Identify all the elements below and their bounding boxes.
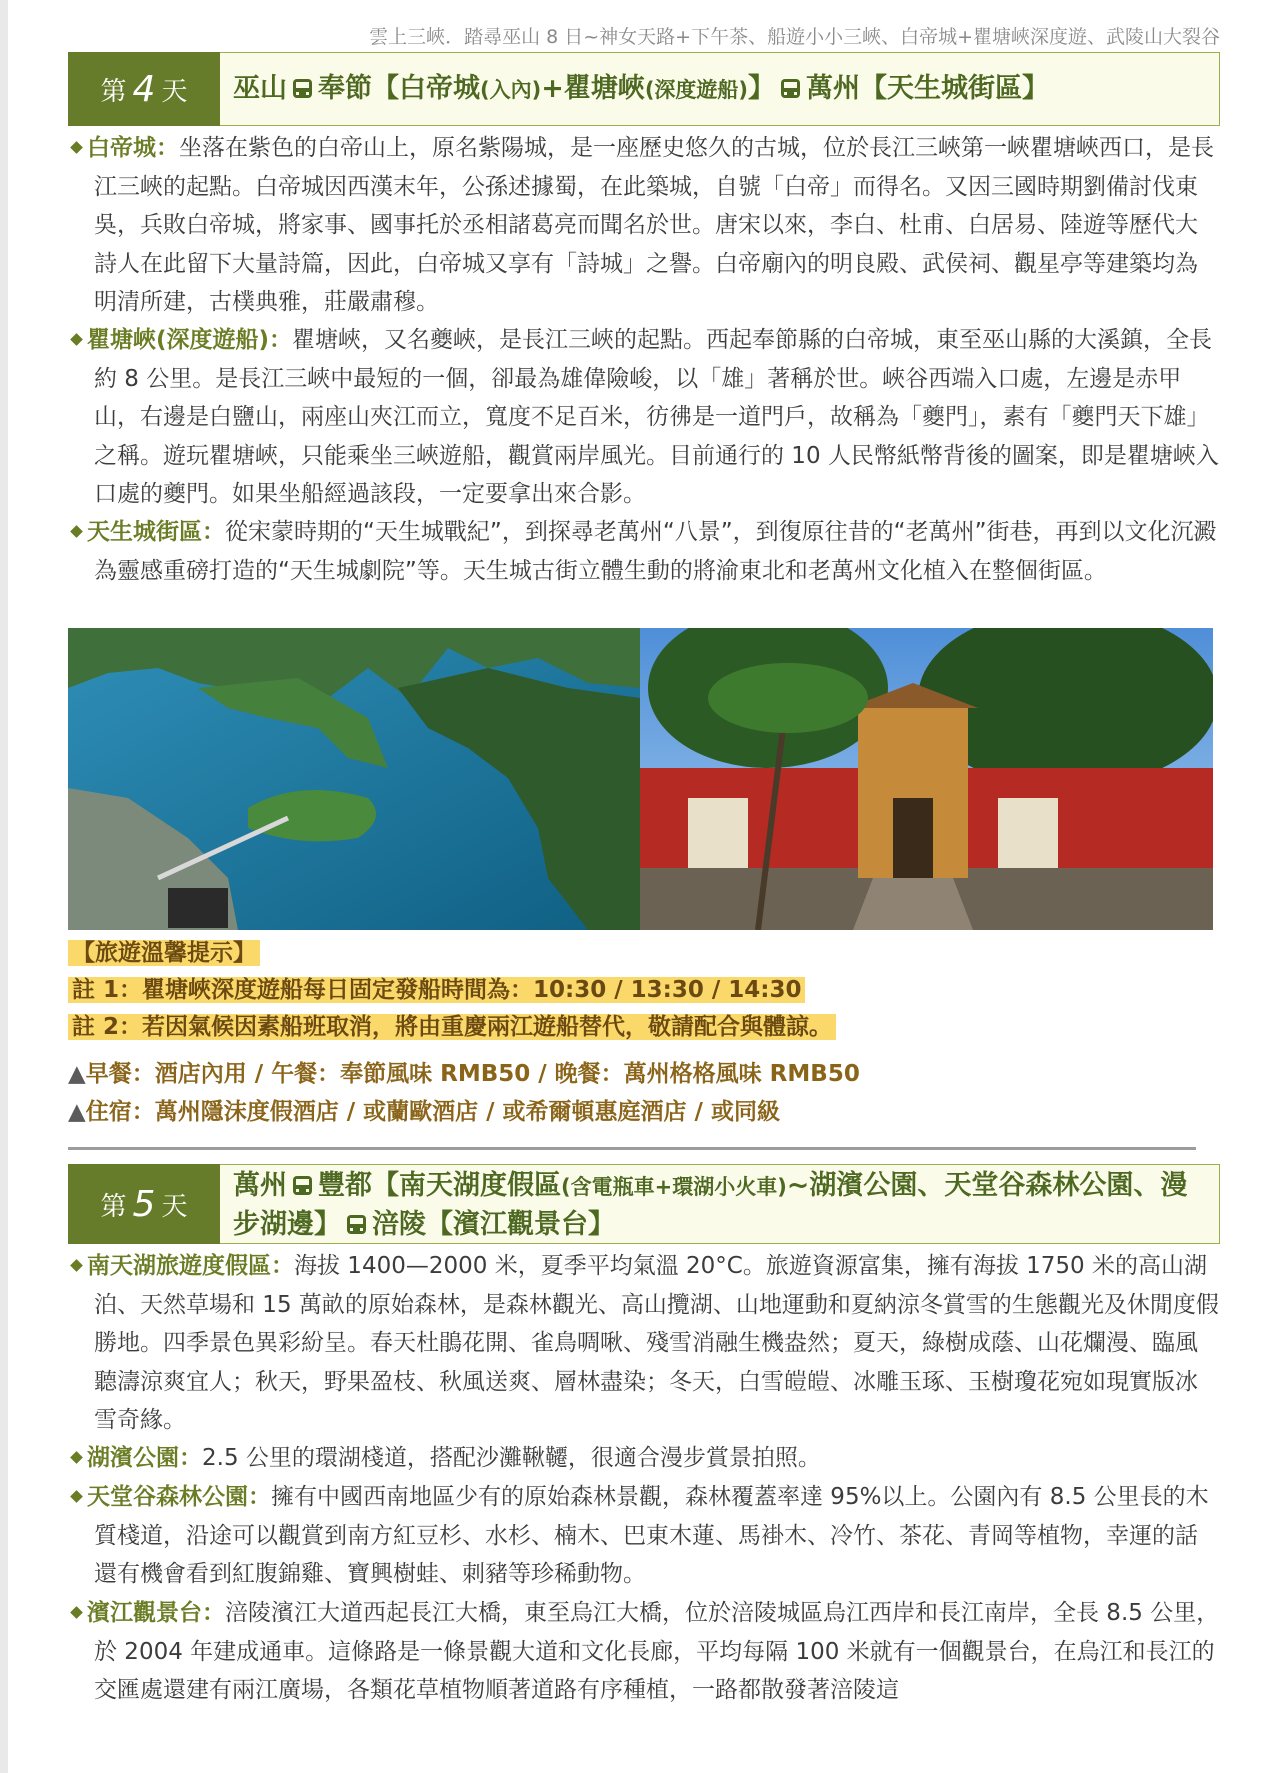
bus-icon [781,79,800,98]
item-text: 涪陵濱江大道西起長江大橋，東至烏江大橋，位於涪陵城區烏江西岸和長江南岸，全長 8.5 公里，於 2004 年建成通車。這條路是一條景觀大道和文化長廊，平均每隔 100 米就有一個觀景台，在烏江和長江的交匯處還建有兩江廣場，各類花草植物順著道路有序種植，一路都散發著涪陵這 [94,1600,1220,1703]
item-heading: 湖濱公園： [68,1445,202,1471]
day5-title-c: ~湖濱公園、天堂谷森林公園、漫步湖邊】 [233,1170,1188,1240]
section-divider [68,1147,1196,1150]
day4-prefix: 第 [100,76,127,107]
day4-item-qutangxia [68,321,1220,514]
item-heading: 白帝城： [68,135,179,161]
day4-title-e: 萬州【天生城街區】 [806,73,1050,104]
item-text: 從宋蒙時期的“天生城戰紀”，到探尋老萬州“八景”，到復原往昔的“老萬州”街巷，再到以文化沉澱為靈感重磅打造的“天生城劇院”等。天生城古街立體生動的將渝東北和老萬州文化植入在整個街區。 [94,519,1217,584]
day4-badge [68,52,220,126]
day5-item-hubin-park [68,1439,1220,1478]
day4-tips [68,935,836,1046]
item-text: 海拔 1400—2000 米，夏季平均氣溫 20°C。旅遊資源富集，擁有海拔 1750 米的高山湖泊、天然草場和 15 萬畝的原始森林，是森林觀光、高山攬湖、山地運動和夏納涼冬賞雪的生態觀光及休閒度假勝地。四季景色異彩紛呈。春天杜鵑花開、雀鳥啁啾、殘雪消融生機盎然；夏天，綠樹成蔭、山花爛漫、臨風聽濤涼爽宜人；秋天，野果盈枝、秋風送爽、層林盡染；冬天，白雪皚皚、冰雕玉琢、玉樹瓊花宛如現實版冰雪奇緣。 [94,1253,1219,1433]
day5-title [233,1167,1209,1244]
day4-title-c-small: (深度遊船) [644,78,749,102]
day5-badge [68,1164,220,1244]
day4-title [233,70,1209,109]
day5-header [68,1164,1220,1244]
diamond-bullet-icon [70,525,83,538]
bus-icon [293,1176,312,1195]
bus-icon [347,1215,366,1234]
day4-suffix: 天 [161,76,188,107]
day4-item-baidicheng [68,129,1220,322]
diamond-bullet-icon [70,333,83,346]
day4-title-b-small: (入內) [480,78,542,102]
triangle-bullet-icon: ▲ [68,1099,86,1125]
day4-number: 4 [132,68,156,110]
day4-item-tianshengcheng [68,513,1220,590]
diamond-bullet-icon [70,1451,83,1464]
item-heading: 瞿塘峽(深度遊船)： [68,327,292,353]
day4-photos [68,628,1213,930]
day5-title-b-small: (含電瓶車+環湖小火車) [561,1175,787,1199]
bus-icon [293,79,312,98]
day5-item-nantianhu [68,1247,1220,1440]
item-heading: 南天湖旅遊度假區： [68,1253,294,1279]
day4-title-d: 】 [748,73,776,104]
diamond-bullet-icon [70,141,83,154]
diamond-bullet-icon [70,1259,83,1272]
tips-note-1: 註 1：瞿塘峽深度遊船每日固定發船時間為：10:30 / 13:30 / 14:30 [68,977,805,1003]
day4-title-a: 巫山 [233,73,287,104]
day5-item-binjiang [68,1594,1220,1710]
day4-title-c: +瞿塘峽 [541,73,645,104]
item-heading: 濱江觀景台： [68,1600,225,1626]
item-text: 2.5 公里的環湖棧道，搭配沙灘鞦韆，很適合漫步賞景拍照。 [202,1445,821,1471]
item-text: 擁有中國西南地區少有的原始森林景觀，森林覆蓋率達 95%以上。公園內有 8.5 公里長的木質棧道，沿途可以觀賞到南方紅豆杉、水杉、楠木、巴東木蓮、馬褂木、冷竹、茶花、青岡等植物，幸運的話還有機會看到紅腹錦雞、寶興樹蛙、刺豬等珍稀動物。 [94,1484,1209,1587]
day5-prefix: 第 [100,1191,127,1222]
day5-number: 5 [132,1183,156,1225]
triangle-bullet-icon: ▲ [68,1061,86,1087]
day4-meals: ▲早餐：酒店內用 / 午餐：奉節風味 RMB50 / 晚餐：萬州格格風味 RMB50 [68,1061,860,1087]
day5-suffix: 天 [161,1191,188,1222]
diamond-bullet-icon [70,1490,83,1503]
diamond-bullet-icon [70,1606,83,1619]
day5-title-b: 豐都【南天湖度假區 [318,1170,561,1201]
day5-title-a: 萬州 [233,1170,287,1201]
item-heading: 天生城街區： [68,519,225,545]
item-text: 瞿塘峽，又名夔峽，是長江三峽的起點。西起奉節縣的白帝城，東至巫山縣的大溪鎮，全長約 8 公里。是長江三峽中最短的一個，卻最為雄偉險峻，以「雄」著稱於世。峽谷西端入口處，左邊是赤甲山，右邊是白鹽山，兩座山夾江而立，寬度不足百米，彷彿是一道門戶，故稱為「夔門」，素有「夔門天下雄」之稱。遊玩瞿塘峽，只能乘坐三峽遊船，觀賞兩岸風光。目前通行的 10 人民幣紙幣背後的圖案，即是瞿塘峽入口處的夔門。如果坐船經過該段，一定要拿出來合影。 [94,327,1219,507]
day4-hotel: ▲住宿：萬州隱沫度假酒店 / 或蘭歐酒店 / 或希爾頓惠庭酒店 / 或同級 [68,1099,780,1125]
page-edge [0,0,8,1773]
tips-title: 【旅遊溫馨提示】 [68,940,260,966]
day5-title-d: 涪陵【濱江觀景台】 [372,1209,615,1240]
day4-header [68,52,1220,126]
baidi-temple-photo [640,628,1213,930]
day5-item-tiantanggu [68,1478,1220,1594]
day4-title-b: 奉節【白帝城 [318,73,480,104]
gorge-river-photo [68,628,640,930]
item-text: 坐落在紫色的白帝山上，原名紫陽城，是一座歷史悠久的古城，位於長江三峽第一峽瞿塘峽西口，是長江三峽的起點。白帝城因西漢末年，公孫述據蜀，在此築城，自號「白帝」而得名。又因三國時期劉備討伐東吳，兵敗白帝城，將家事、國事托於丞相諸葛亮而聞名於世。唐宋以來，李白、杜甫、白居易、陸遊等歷代大詩人在此留下大量詩篇，因此，白帝城又享有「詩城」之譽。白帝廟內的明良殿、武侯祠、觀星亭等建築均為明清所建，古樸典雅，莊嚴肅穆。 [94,135,1214,315]
item-heading: 天堂谷森林公園： [68,1484,271,1510]
tips-note-2: 註 2：若因氣候因素船班取消，將由重慶兩江遊船替代，敬請配合與體諒。 [68,1014,836,1040]
header-line: 雲上三峽．踏尋巫山 8 日~神女天路+下午茶、船遊小小三峽、白帝城+瞿塘峽深度遊、武陵山大裂谷 [369,26,1220,48]
